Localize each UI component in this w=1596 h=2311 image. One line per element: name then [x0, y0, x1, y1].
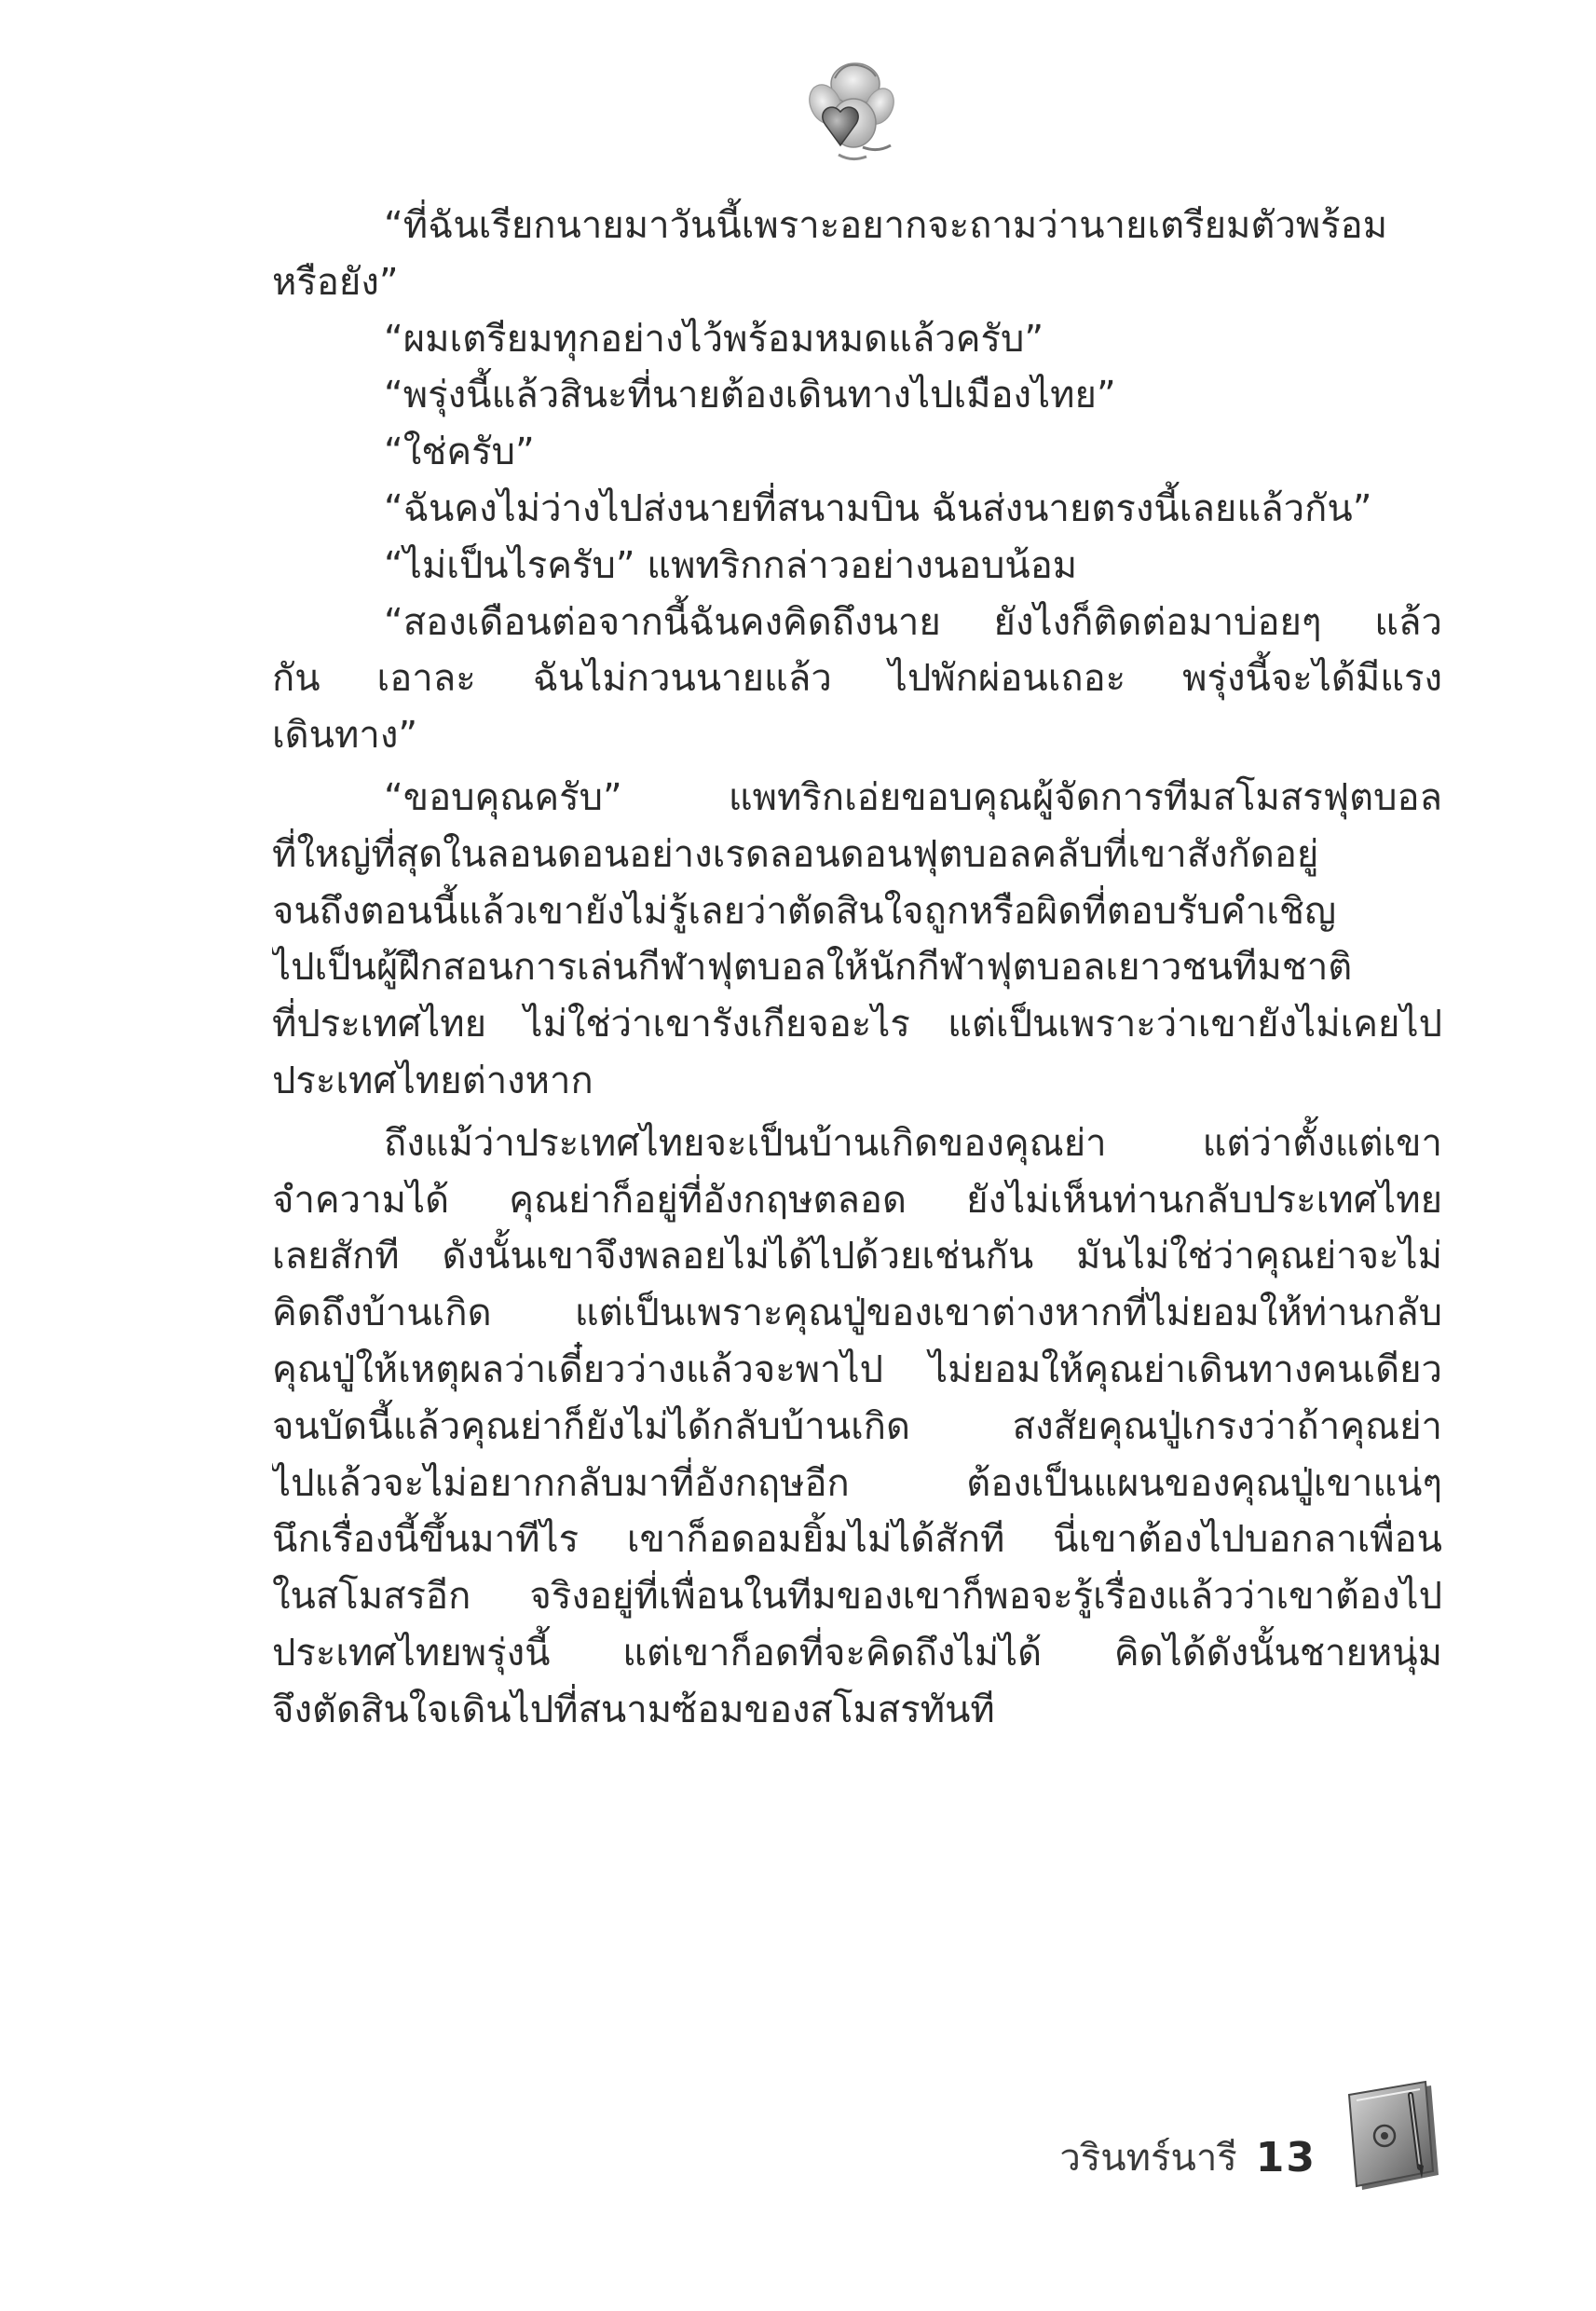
- notebook-pen-icon: [1342, 2078, 1446, 2197]
- paragraph-1: [272, 198, 1442, 311]
- text-line: กัน เอาละ ฉันไม่กวนนายแล้ว ไปพักผ่อนเถอะ พรุ่งนี้จะได้มีแรง: [272, 657, 1442, 701]
- text-line: “ไม่เป็นไรครับ” แพทริกกล่าวอย่างนอบน้อม: [384, 543, 1078, 587]
- text-line: “พรุ่งนี้แล้วสินะที่นายต้องเดินทางไปเมืองไทย”: [384, 374, 1116, 417]
- text-line: “ที่ฉันเรียกนายมาวันนี้เพราะอยากจะถามว่านายเตรียมตัวพร้อม: [384, 204, 1388, 247]
- text-line: ที่ประเทศไทย ไม่ใช่ว่าเขารังเกียจอะไร แต่เป็นเพราะว่าเขายังไม่เคยไป: [272, 1003, 1442, 1046]
- text-line: “สองเดือนต่อจากนี้ฉันคงคิดถึงนาย ยังไงก็ติดต่อมาบ่อยๆ แล้ว: [384, 600, 1442, 644]
- paragraph-3: [272, 367, 1442, 424]
- paragraph-8: [272, 770, 1442, 1110]
- page-number: 13: [1255, 2133, 1316, 2181]
- paragraph-6: [272, 538, 1442, 595]
- text-line: ประเทศไทยพรุ่งนี้ แต่เขาก็อดที่จะคิดถึงไม่ได้ คิดได้ดังนั้นชายหนุ่ม: [272, 1631, 1442, 1675]
- text-line: “ใช่ครับ”: [384, 431, 535, 474]
- text-line: “ขอบคุณครับ” แพทริกเอ่ยขอบคุณผู้จัดการทีมสโมสรฟุตบอล: [384, 775, 1442, 819]
- book-title: วรินทร์นารี: [1059, 2137, 1237, 2180]
- paragraph-9: [272, 1115, 1442, 1739]
- text-line: จึงตัดสินใจเดินไปที่สนามซ้อมของสโมสรทันที: [272, 1688, 995, 1731]
- text-line: ที่ใหญ่ที่สุดในลอนดอนอย่างเรดลอนดอนฟุตบอลคลับที่เขาสังกัดอยู่: [272, 832, 1319, 876]
- text-line: ไปเป็นผู้ฝึกสอนการเล่นกีฬาฟุตบอลให้นักกีฬาฟุตบอลเยาวชนทีมชาติ: [272, 946, 1353, 990]
- paragraph-4: [272, 424, 1442, 481]
- text-line: นึกเรื่องนี้ขึ้นมาทีไร เขาก็อดอมยิ้มไม่ได้สักที นี่เขาต้องไปบอกลาเพื่อน: [272, 1518, 1442, 1562]
- text-line: ในสโมสรอีก จริงอยู่ที่เพื่อนในทีมของเขาก็พอจะรู้เรื่องแล้วว่าเขาต้องไป: [272, 1575, 1442, 1619]
- text-line: จนถึงตอนนี้แล้วเขายังไม่รู้เลยว่าตัดสินใจถูกหรือผิดที่ตอบรับคำเชิญ: [272, 889, 1337, 933]
- text-line: หรือยัง”: [272, 260, 399, 304]
- paragraph-2: [272, 311, 1442, 368]
- text-line: ถึงแม้ว่าประเทศไทยจะเป็นบ้านเกิดของคุณย่า แต่ว่าตั้งแต่เขา: [384, 1121, 1442, 1165]
- text-line: ประเทศไทยต่างหาก: [272, 1059, 593, 1102]
- text-line: ไปแล้วจะไม่อยากกลับมาที่อังกฤษอีก ต้องเป็นแผนของคุณปู่เขาแน่ๆ: [272, 1461, 1442, 1505]
- text-line: เลยสักที ดังนั้นเขาจึงพลอยไม่ได้ไปด้วยเช่นกัน มันไม่ใช่ว่าคุณย่าจะไม่: [272, 1235, 1442, 1279]
- text-line: “ผมเตรียมทุกอย่างไว้พร้อมหมดแล้วครับ”: [384, 317, 1044, 361]
- paragraph-7: [272, 595, 1442, 764]
- paragraph-5: [272, 481, 1442, 538]
- text-line: คิดถึงบ้านเกิด แต่เป็นเพราะคุณปู่ของเขาต่างหากที่ไม่ยอมให้ท่านกลับ: [272, 1292, 1442, 1335]
- text-line: คุณปู่ให้เหตุผลว่าเดี๋ยวว่างแล้วจะพาไป ไม่ยอมให้คุณย่าเดินทางคนเดียว: [272, 1347, 1442, 1391]
- text-line: เดินทาง”: [272, 714, 418, 758]
- story-text: [272, 198, 1442, 2080]
- text-line: จำความได้ คุณย่าก็อยู่ที่อังกฤษตลอด ยังไม่เห็นท่านกลับประเทศไทย: [272, 1178, 1442, 1222]
- cherub-with-heart-icon: [798, 58, 900, 168]
- text-line: “ฉันคงไม่ว่างไปส่งนายที่สนามบิน ฉันส่งนายตรงนี้เลยแล้วกัน”: [384, 486, 1372, 530]
- text-line: จนบัดนี้แล้วคุณย่าก็ยังไม่ได้กลับบ้านเกิด สงสัยคุณปู่เกรงว่าถ้าคุณย่า: [272, 1404, 1442, 1448]
- page-footer: [1059, 2125, 1316, 2190]
